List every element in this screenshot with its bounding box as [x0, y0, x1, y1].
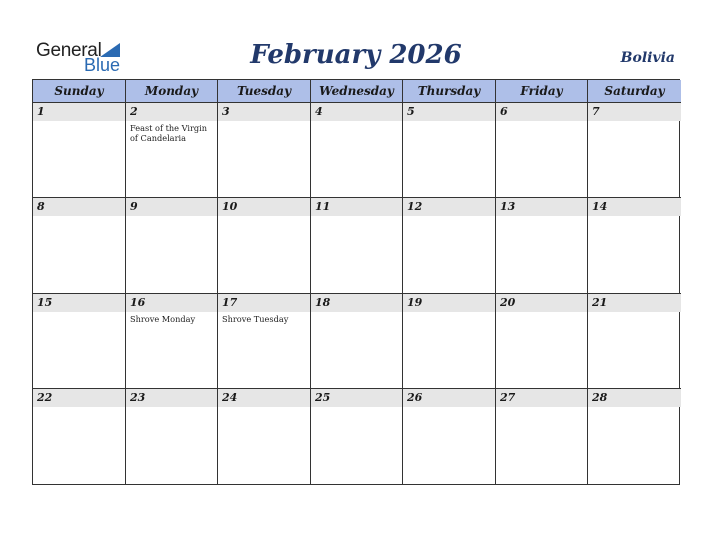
- day-number-bar: [403, 389, 495, 407]
- day-number: 12: [407, 200, 423, 213]
- day-number-bar: [588, 389, 681, 407]
- day-number: 27: [500, 391, 516, 404]
- day-number: 23: [130, 391, 146, 404]
- day-number-bar: [403, 103, 495, 121]
- day-number: 14: [592, 200, 608, 213]
- day-number-bar: [311, 198, 402, 216]
- day-number-bar: [33, 389, 125, 407]
- day-cell: [403, 198, 496, 294]
- day-number: 13: [500, 200, 516, 213]
- day-cell: [218, 389, 311, 485]
- day-cell: [33, 294, 126, 389]
- day-cell: [126, 198, 218, 294]
- holiday-event: Shrove Tuesday: [222, 314, 289, 324]
- day-number: 17: [222, 296, 238, 309]
- day-cell: [403, 103, 496, 198]
- calendar-grid: [32, 79, 680, 485]
- day-number-bar: [496, 294, 587, 312]
- day-cell: [311, 103, 403, 198]
- day-number-bar: [33, 294, 125, 312]
- day-number-bar: [311, 389, 402, 407]
- day-number: 6: [500, 105, 508, 118]
- day-number: 4: [315, 105, 323, 118]
- day-cell: [33, 103, 126, 198]
- day-cell: [496, 103, 588, 198]
- weekday-header-friday: Friday: [496, 80, 588, 103]
- day-number-bar: [33, 198, 125, 216]
- holiday-event: Shrove Monday: [130, 314, 196, 324]
- day-number: 7: [592, 105, 600, 118]
- day-number-bar: [403, 294, 495, 312]
- day-cell: [33, 198, 126, 294]
- day-cell: [588, 198, 681, 294]
- day-cell: [588, 103, 681, 198]
- day-number: 16: [130, 296, 146, 309]
- day-number: 19: [407, 296, 423, 309]
- day-cell: [496, 389, 588, 485]
- day-number-bar: [126, 294, 217, 312]
- day-number-bar: [218, 294, 310, 312]
- day-cell: [311, 198, 403, 294]
- day-number-bar: [218, 198, 310, 216]
- day-number: 8: [37, 200, 45, 213]
- day-number: 1: [37, 105, 45, 118]
- day-number: 15: [37, 296, 53, 309]
- day-cell: [496, 294, 588, 389]
- day-cell: [33, 389, 126, 485]
- day-cell: [218, 103, 311, 198]
- weekday-header-tuesday: Tuesday: [218, 80, 311, 103]
- day-number: 18: [315, 296, 331, 309]
- day-cell: [403, 294, 496, 389]
- weekday-header-monday: Monday: [126, 80, 218, 103]
- holiday-event: Feast of the Virgin of Candelaria: [130, 123, 208, 143]
- day-number: 9: [130, 200, 138, 213]
- day-number-bar: [126, 103, 217, 121]
- day-number-bar: [33, 103, 125, 121]
- day-number: 3: [222, 105, 230, 118]
- day-number-bar: [496, 103, 587, 121]
- day-cell: [218, 294, 311, 389]
- day-number: 25: [315, 391, 331, 404]
- country-label: Bolivia: [620, 50, 675, 66]
- day-cell: [496, 198, 588, 294]
- weekday-header-sunday: Sunday: [33, 80, 126, 103]
- day-cell: [311, 294, 403, 389]
- calendar-title: February 2026: [250, 40, 462, 70]
- day-number-bar: [311, 103, 402, 121]
- day-number: 2: [130, 105, 138, 118]
- day-number: 22: [37, 391, 53, 404]
- day-cell: [403, 389, 496, 485]
- day-cell: [126, 389, 218, 485]
- day-number: 5: [407, 105, 415, 118]
- day-number-bar: [588, 103, 681, 121]
- day-number-bar: [218, 389, 310, 407]
- day-number: 20: [500, 296, 516, 309]
- logo-text-general: General: [36, 40, 102, 61]
- day-number-bar: [311, 294, 402, 312]
- day-number: 28: [592, 391, 608, 404]
- day-cell: [588, 389, 681, 485]
- day-number-bar: [126, 198, 217, 216]
- day-number: 26: [407, 391, 423, 404]
- weekday-header-thursday: Thursday: [403, 80, 496, 103]
- day-number-bar: [126, 389, 217, 407]
- logo-text-blue: Blue: [84, 55, 121, 75]
- weekday-header-wednesday: Wednesday: [311, 80, 403, 103]
- weekday-header-saturday: Saturday: [588, 80, 681, 103]
- day-number-bar: [588, 198, 681, 216]
- day-number: 10: [222, 200, 238, 213]
- day-cell: [311, 389, 403, 485]
- day-number-bar: [403, 198, 495, 216]
- day-cell: [126, 294, 218, 389]
- day-number-bar: [496, 389, 587, 407]
- day-cell: [218, 198, 311, 294]
- day-number-bar: [588, 294, 681, 312]
- day-cell: [588, 294, 681, 389]
- day-number: 24: [222, 391, 238, 404]
- day-number-bar: [496, 198, 587, 216]
- day-number: 11: [315, 200, 331, 213]
- day-cell: [126, 103, 218, 198]
- day-number-bar: [218, 103, 310, 121]
- day-number: 21: [592, 296, 608, 309]
